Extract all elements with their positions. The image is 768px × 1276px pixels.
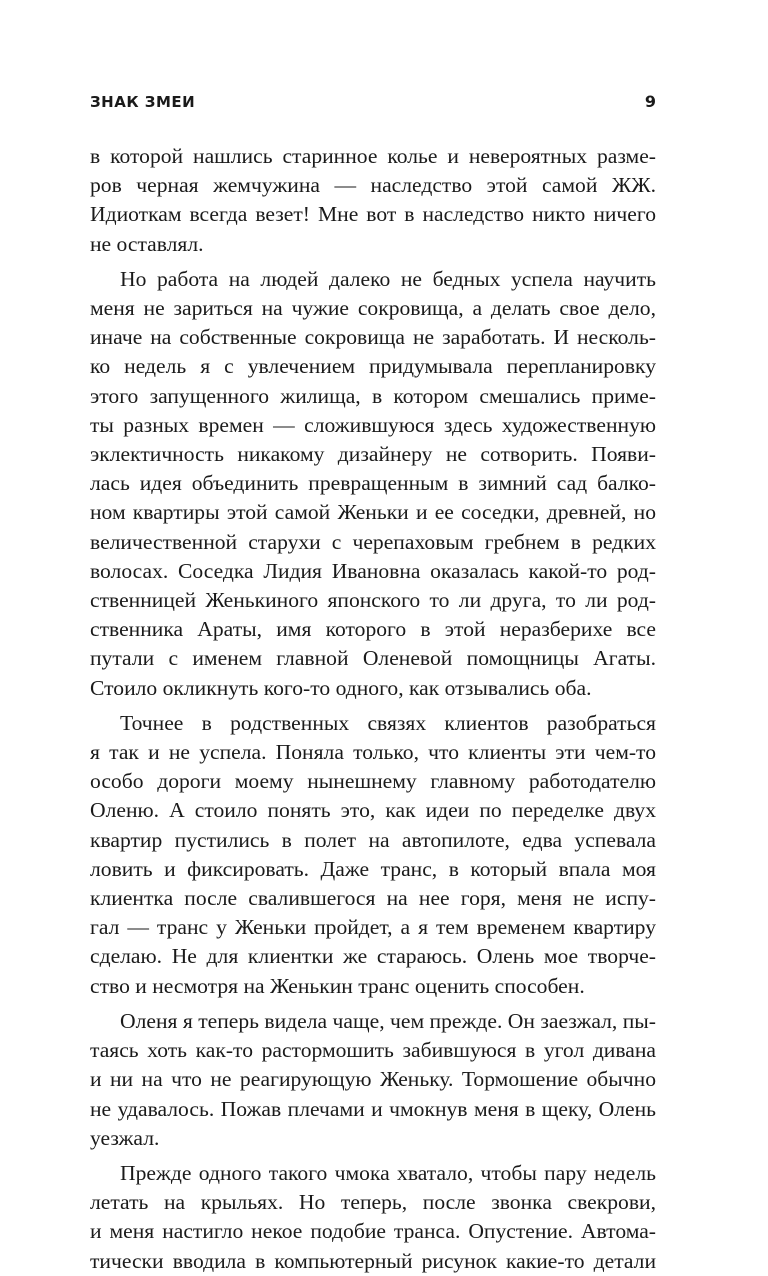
text-line: Точнее в родственных связях клиентов разобраться — [120, 710, 656, 735]
text-line: этого запущенного жилища, в котором смешались приме- — [90, 383, 656, 408]
page-header — [90, 92, 656, 122]
text-line: меня не зариться на чужие сокровища, а делать свое дело, — [90, 296, 656, 321]
text-line: Идиоткам всегда везет! Мне вот в наследство никто ничего — [90, 202, 656, 227]
text-line: не удавалось. Пожав плечами и чмокнув меня в щеку, Олень — [90, 1096, 656, 1121]
text-line: Стоило окликнуть кого-то одного, как отзывались оба. — [90, 675, 592, 700]
text-line: Оленю. А стоило понять это, как идеи по переделке двух — [90, 798, 656, 823]
paragraph — [90, 1159, 656, 1276]
body-text — [90, 142, 656, 1276]
text-line: я так и не успела. Поняла только, что клиенты эти чем-то — [90, 740, 656, 765]
text-line: Прежде одного такого чмока хватало, чтобы пару недель — [120, 1160, 656, 1185]
text-line: и меня настигло некое подобие транса. Опустение. Автома- — [90, 1219, 656, 1244]
text-line: ты разных времен — сложившуюся здесь художественную — [90, 412, 656, 437]
text-line: и ни на что не реагирующую Женьку. Тормошение обычно — [90, 1067, 656, 1092]
text-line: тически вводила в компьютерный рисунок какие-то детали — [90, 1248, 656, 1273]
page-number: 9 — [644, 92, 656, 111]
text-line: ство и несмотря на Женькин транс оценить способен. — [90, 973, 585, 998]
text-line: таясь хоть как-то растормошить забившуюся в угол дивана — [90, 1038, 656, 1063]
text-line: ственницей Женькиного японского то ли друга, то ли род- — [90, 588, 656, 613]
text-line: эклектичность никакому дизайнеру не сотворить. Появи- — [90, 442, 656, 467]
text-line: ров черная жемчужина — наследство этой самой ЖЖ. — [90, 173, 656, 198]
text-line: волосах. Соседка Лидия Ивановна оказалась какой-то род- — [90, 558, 656, 583]
text-line: гал — транс у Женьки пройдет, а я тем временем квартиру — [90, 915, 656, 940]
text-line: клиентка после свалившегося на нее горя, меня не испу- — [90, 886, 656, 911]
text-line: сделаю. Не для клиентки же стараюсь. Олень мое творче- — [90, 944, 656, 969]
text-line: путали с именем главной Оленевой помощницы Агаты. — [90, 646, 656, 671]
text-line: лась идея объединить превращенным в зимний сад балко- — [90, 471, 656, 496]
paragraph — [90, 1007, 656, 1153]
text-line: квартир пустились в полет на автопилоте, едва успевала — [90, 827, 656, 852]
running-head: ЗНАК ЗМЕИ — [90, 93, 196, 111]
text-line: величественной старухи с черепаховым гребнем в редких — [90, 529, 656, 554]
text-line: летать на крыльях. Но теперь, после звонка свекрови, — [90, 1190, 656, 1215]
paragraph — [90, 142, 656, 259]
paragraph — [90, 265, 656, 703]
text-line: иначе на собственные сокровища не заработать. И несколь- — [90, 325, 656, 350]
text-line: ном квартиры этой самой Женьки и ее соседки, древней, но — [90, 500, 656, 525]
paragraph — [90, 709, 656, 1001]
text-line: в которой нашлись старинное колье и невероятных разме- — [90, 144, 656, 168]
text-line: ственника Араты, имя которого в этой неразберихе все — [90, 617, 656, 642]
text-line: не оставлял. — [90, 231, 204, 256]
book-page — [90, 92, 656, 1276]
text-line: Но работа на людей далеко не бедных успела научить — [120, 266, 656, 291]
text-line: уезжал. — [90, 1125, 160, 1150]
text-line: ловить и фиксировать. Даже транс, в который впала моя — [90, 856, 656, 881]
text-line: ко недель я с увлечением придумывала перепланировку — [90, 354, 656, 379]
text-line: Оленя я теперь видела чаще, чем прежде. Он заезжал, пы- — [120, 1008, 656, 1033]
text-line: особо дороги моему нынешнему главному работодателю — [90, 769, 656, 794]
